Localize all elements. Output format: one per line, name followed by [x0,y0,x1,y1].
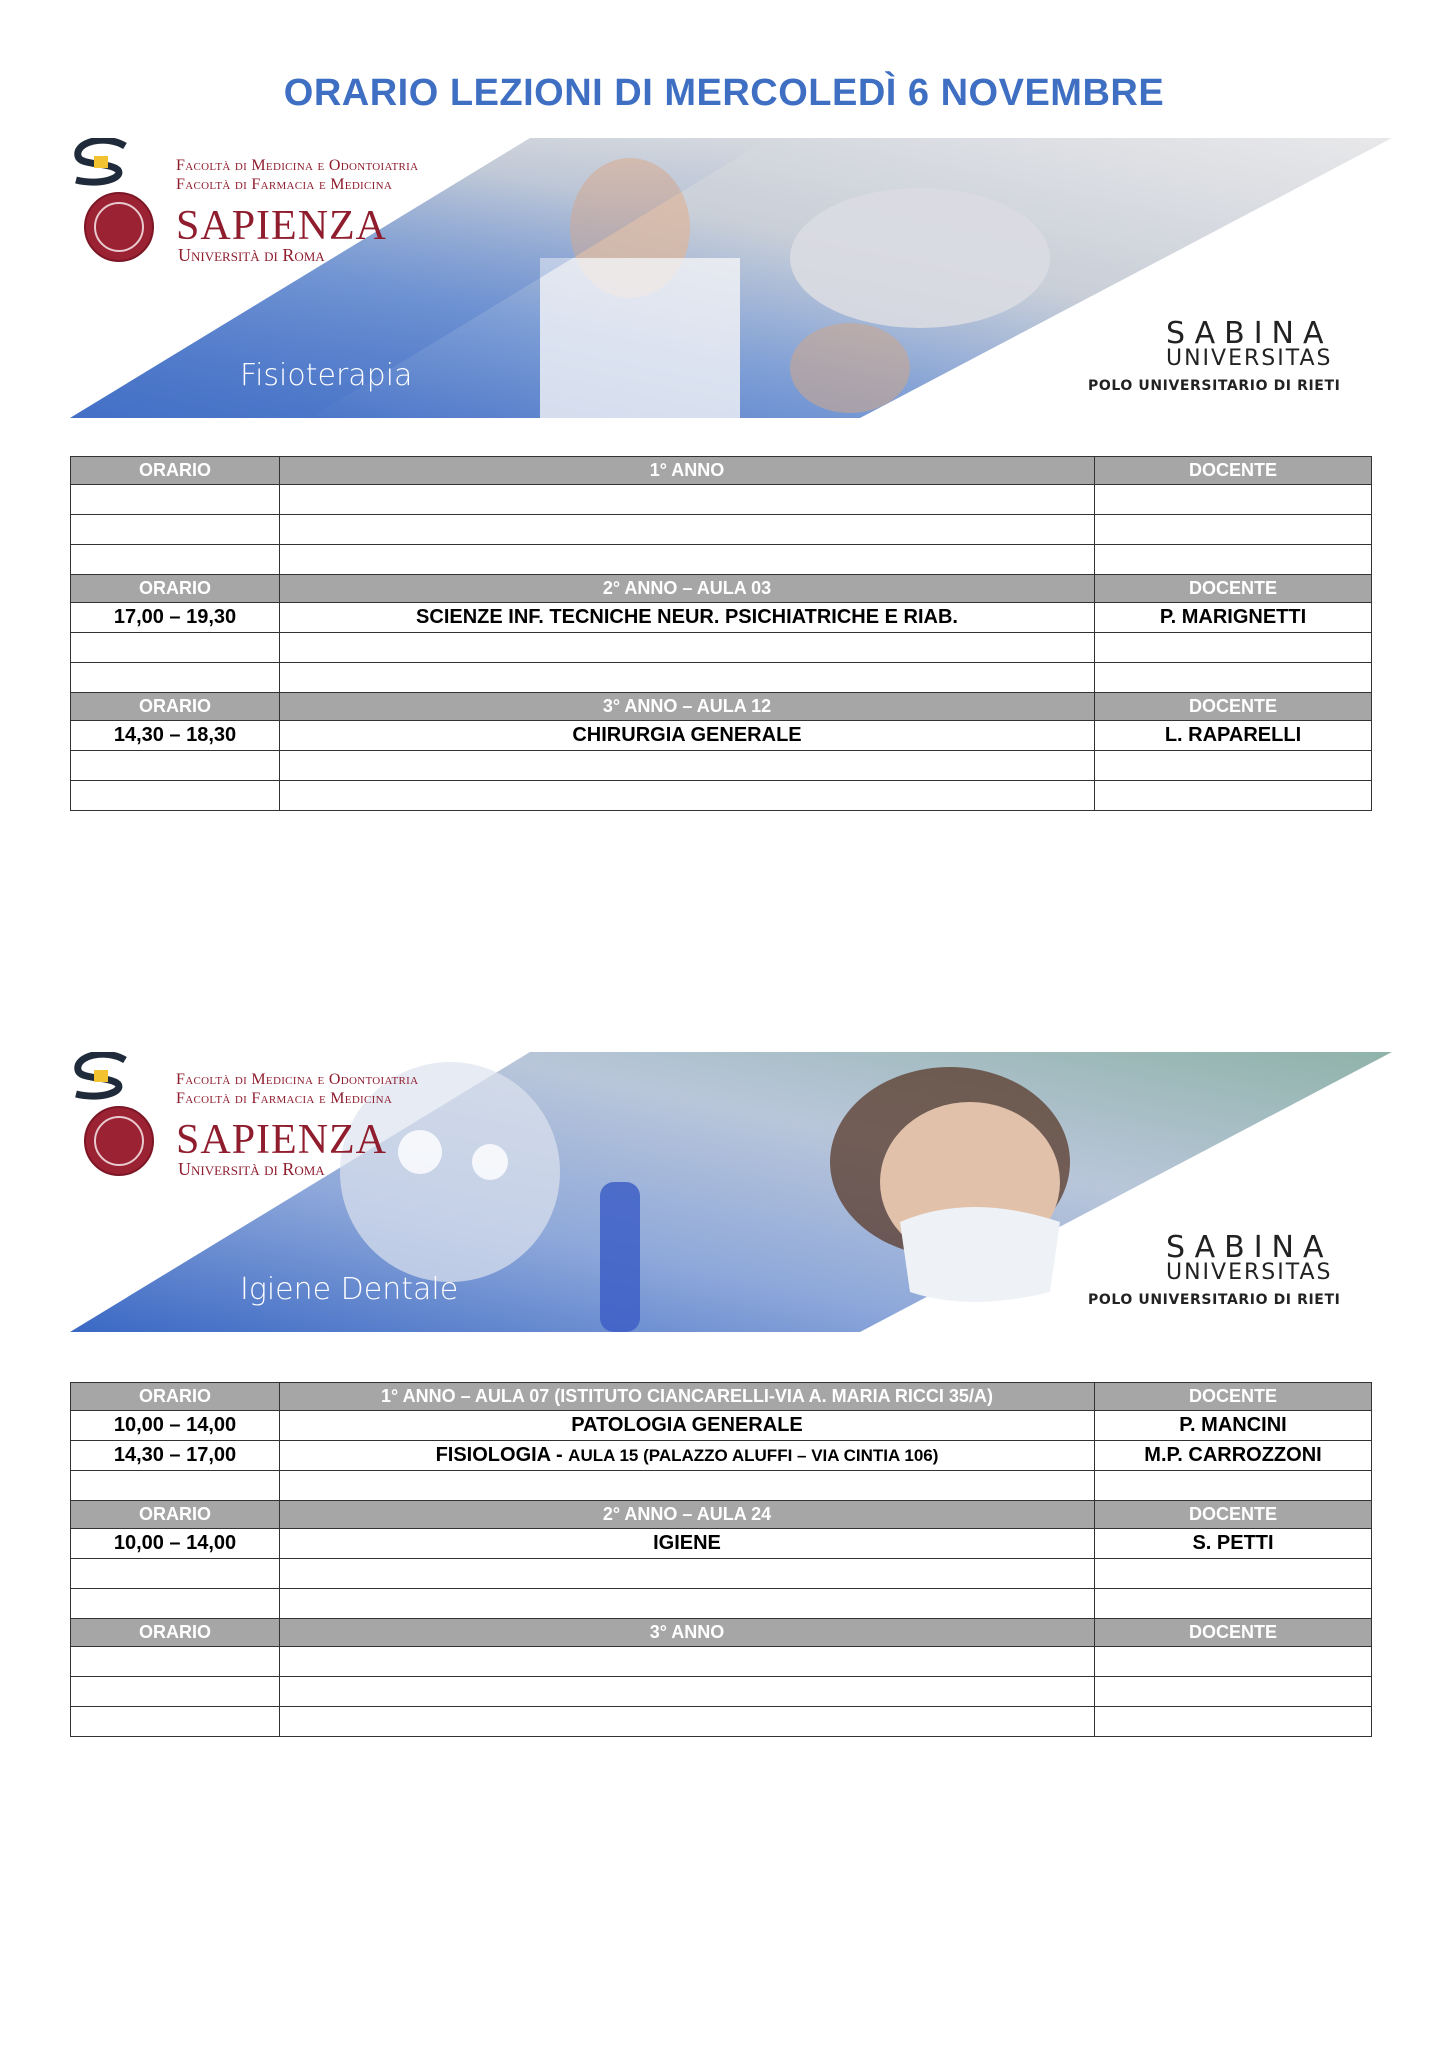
schedule-table-igiene-dentale [70,1382,1372,1737]
header-course: 3° ANNO [280,1619,1095,1647]
table-header-row [71,1501,1372,1529]
faculty-text [176,1070,418,1108]
header-time: ORARIO [71,1501,280,1529]
header-teacher: DOCENTE [1095,1501,1372,1529]
partner-subname: UNIVERSITAS [1166,346,1333,371]
page-title: ORARIO LEZIONI DI MERCOLEDÌ 6 NOVEMBRE [283,72,1165,114]
header-time: ORARIO [71,1383,280,1411]
partner-name: SABINA [1166,316,1333,351]
cell-course [280,1441,1095,1471]
sapienza-seal-icon [84,1106,154,1176]
faculty-line-1: Facoltà di Medicina e Odontoiatria [176,157,419,174]
table-row [71,1411,1372,1441]
header-course: 1° ANNO [280,457,1095,485]
course-name: Igiene Dentale [240,1272,459,1307]
faculty-line-2: Facoltà di Farmacia e Medicina [176,1090,393,1107]
course-title: FISIOLOGIA [435,1444,551,1466]
header-course: 1° ANNO – AULA 07 (ISTITUTO CIANCARELLI-VIA A. MARIA RICCI 35/A) [280,1383,1095,1411]
header-course: 3° ANNO – AULA 12 [280,693,1095,721]
partner-name: SABINA [1166,1230,1333,1265]
cell-time: 14,30 – 17,00 [71,1441,280,1471]
cell-teacher: M.P. CARROZZONI [1095,1441,1372,1471]
cell-time: 14,30 – 18,30 [71,721,280,751]
table-header-row [71,1383,1372,1411]
cell-course: PATOLOGIA GENERALE [280,1411,1095,1441]
course-separator: - [550,1444,569,1466]
table-row [71,1471,1372,1501]
course-room: AULA 15 (PALAZZO ALUFFI – VIA CINTIA 106) [568,1446,939,1465]
banner-fisioterapia [70,138,1392,418]
table-row [71,1707,1372,1737]
table-row [71,1559,1372,1589]
table-row [71,1529,1372,1559]
header-course: 2° ANNO – AULA 03 [280,575,1095,603]
table-row [71,485,1372,515]
table-row [71,1441,1372,1471]
table-row [71,1589,1372,1619]
cell-time: 17,00 – 19,30 [71,603,280,633]
sabina-logo-icon [70,1052,130,1102]
table-row [71,751,1372,781]
cell-teacher: P. MARIGNETTI [1095,603,1372,633]
cell-course: SCIENZE INF. TECNICHE NEUR. PSICHIATRICHE E RIAB. [280,603,1095,633]
faculty-line-2: Facoltà di Farmacia e Medicina [176,176,393,193]
table-header-row [71,575,1372,603]
cell-course: CHIRURGIA GENERALE [280,721,1095,751]
table-row [71,1677,1372,1707]
university-name: SAPIENZA [176,203,388,249]
table-header-row [71,1619,1372,1647]
university-subtitle: Università di Roma [178,245,325,265]
header-time: ORARIO [71,575,280,603]
header-time: ORARIO [71,1619,280,1647]
university-subtitle: Università di Roma [178,1159,325,1179]
header-teacher: DOCENTE [1095,1383,1372,1411]
header-time: ORARIO [71,693,280,721]
table-row [71,1647,1372,1677]
header-course: 2° ANNO – AULA 24 [280,1501,1095,1529]
cell-teacher: P. MANCINI [1095,1411,1372,1441]
table-row [71,545,1372,575]
table-header-row [71,693,1372,721]
cell-teacher: L. RAPARELLI [1095,721,1372,751]
cell-teacher: S. PETTI [1095,1529,1372,1559]
partner-tagline: POLO UNIVERSITARIO DI RIETI [1088,378,1341,394]
university-name: SAPIENZA [176,1117,388,1163]
table-header-row [71,457,1372,485]
header-teacher: DOCENTE [1095,575,1372,603]
partner-subname: UNIVERSITAS [1166,1260,1333,1285]
header-teacher: DOCENTE [1095,693,1372,721]
schedule-table-fisioterapia [70,456,1372,811]
sabina-logo-icon [70,138,130,188]
faculty-text [176,156,418,194]
table-row [71,781,1372,811]
cell-time: 10,00 – 14,00 [71,1411,280,1441]
partner-tagline: POLO UNIVERSITARIO DI RIETI [1088,1292,1341,1308]
banner-igiene-dentale [70,1052,1392,1332]
header-time: ORARIO [71,457,280,485]
faculty-line-1: Facoltà di Medicina e Odontoiatria [176,1071,419,1088]
sapienza-seal-icon [84,192,154,262]
table-row [71,633,1372,663]
table-row [71,663,1372,693]
cell-course: IGIENE [280,1529,1095,1559]
table-row [71,721,1372,751]
table-row [71,603,1372,633]
cell-time: 10,00 – 14,00 [71,1529,280,1559]
header-teacher: DOCENTE [1095,1619,1372,1647]
table-row [71,515,1372,545]
course-name: Fisioterapia [240,358,413,393]
header-teacher: DOCENTE [1095,457,1372,485]
